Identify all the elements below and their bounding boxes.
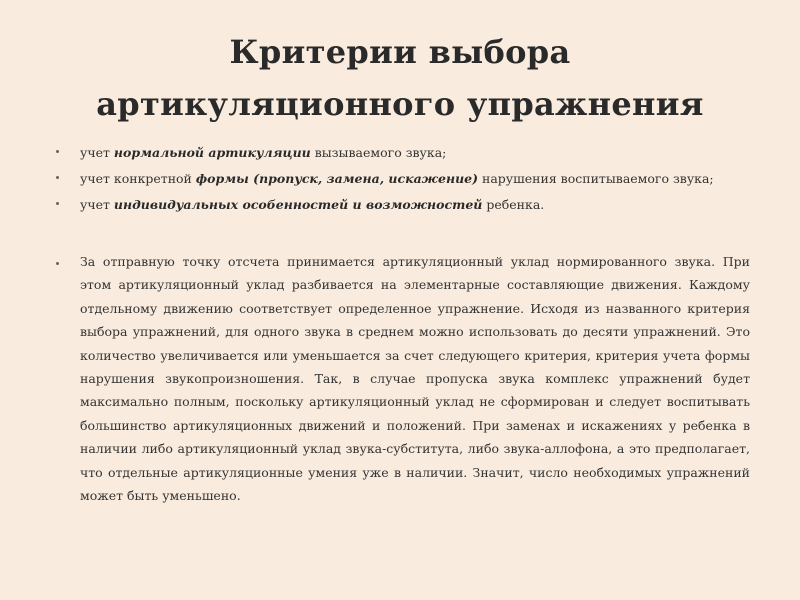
list-item [56, 169, 756, 195]
bullet-text-pre: учет [80, 145, 114, 160]
title-line-1: Критерии выбора [229, 33, 571, 71]
title-line-2: артикуляционного упражнения [96, 85, 704, 123]
list-item [56, 195, 756, 221]
bullet-text-pre: учет [80, 197, 114, 212]
bullet-icon [56, 150, 59, 153]
body-paragraph: За отправную точку отсчета принимается артикуляционный уклад нормированного звука. При этом артикуляционный уклад разбивается на элементарные составляющие движения. Каждому отдельному движению соответствует определенное упражнение. Исходя из названного критерия выбора упражнений, для одного звука в среднем можно использовать до десяти упражнений. Это количество увеличивается или уменьшается за счет следующего критерия, критерия учета формы нарушения звукопроизношения. Так, в случае пропуска звука комплекс упражнений будет максимально полным, поскольку артикуляционный уклад не сформирован и следует воспитывать большинство артикуляционных движений и положений. При заменах и искажениях у ребенка в наличии либо артикуляционный уклад звука-субститута, либо звука-аллофона, а это предполагает, что отдельные артикуляционные умения уже в наличии. Значит, число необходимых упражнений может быть уменьшено. [80, 254, 750, 504]
list-item [56, 143, 756, 169]
bullet-icon [56, 176, 59, 179]
bullet-text-emphasis: индивидуальных особенностей и возможностей [113, 197, 483, 212]
bullet-text-post: нарушения воспитываемого звука; [478, 171, 714, 186]
bullet-text-post: ребенка. [482, 197, 545, 212]
slide-title [40, 26, 760, 130]
criteria-list [56, 143, 756, 221]
bullet-icon [56, 262, 59, 265]
bullet-text-pre: учет конкретной [80, 171, 196, 186]
bullet-icon [56, 202, 59, 205]
bullet-text-emphasis: формы (пропуск, замена, искажение) [195, 171, 479, 186]
bullet-text-post: вызываемого звука; [310, 145, 447, 160]
bullet-text-emphasis: нормальной артикуляции [113, 145, 311, 160]
